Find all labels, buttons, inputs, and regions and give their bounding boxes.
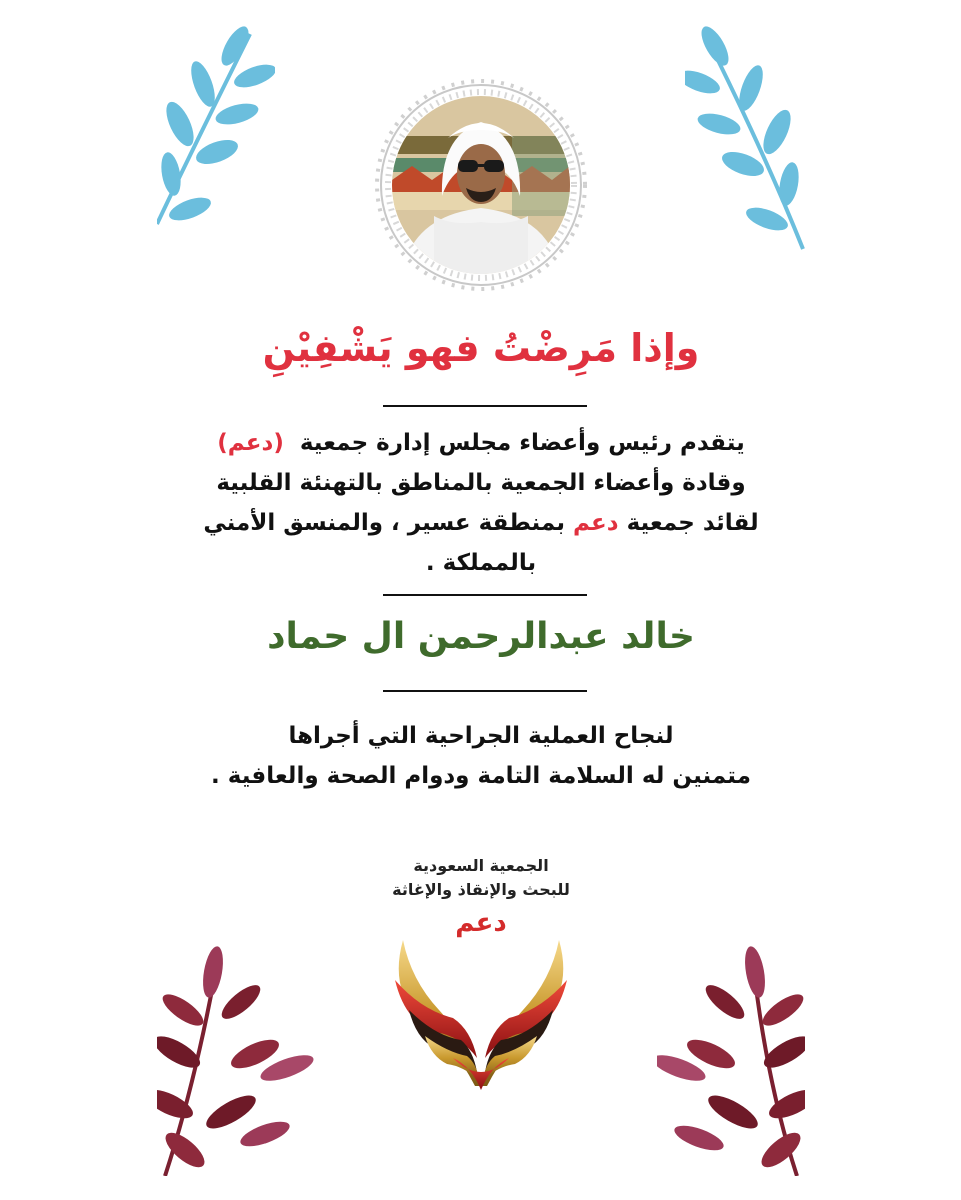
burgundy-leaf-branch-bottom-right (657, 944, 805, 1176)
honoree-photo (392, 96, 570, 274)
intro-line-1-text: يتقدم رئيس وأعضاء مجلس إدارة جمعية (299, 430, 745, 456)
greeting-card (157, 24, 805, 1176)
divider-3 (383, 690, 587, 692)
portrait-frame (372, 76, 590, 294)
closing-line-2: متمنين له السلامة التامة ودوام الصحة والعافية . (211, 763, 751, 789)
closing-line-1: لنجاح العملية الجراحية التي أجراها (288, 723, 674, 749)
burgundy-leaf-branch-bottom-left (157, 944, 315, 1176)
organization-name-line-2: للبحث والإنقاذ والإغاثة (392, 880, 570, 899)
intro-line-1 (197, 423, 765, 463)
organization-name-line-1: الجمعية السعودية (413, 856, 549, 875)
intro-line-3 (197, 503, 765, 543)
association-brand-inline: دعم (572, 510, 619, 536)
closing-paragraph (197, 716, 765, 796)
blue-leaf-branch-top-right (685, 24, 805, 254)
organization-name (381, 854, 581, 902)
intro-line-2: وقادة وأعضاء الجمعية بالمناطق بالتهنئة القلبية (216, 470, 746, 496)
organization-wings-emblem (391, 940, 571, 1090)
organization-short-name: دعم (455, 908, 507, 938)
intro-line-3-post: بمنطقة عسير ، والمنسق الأمني (203, 510, 565, 536)
honoree-name: خالد عبدالرحمن ال حماد (267, 616, 695, 657)
card-title-verse: وإذا مَرِضْتُ فهو يَشْفِيْنِ (262, 326, 700, 370)
association-abbr-inline: (دعم) (217, 430, 284, 456)
intro-line-3-pre: لقائد جمعية (626, 510, 759, 536)
divider-2 (383, 594, 587, 596)
intro-paragraph (197, 423, 765, 583)
intro-line-4: بالمملكة . (425, 550, 537, 576)
divider-1 (383, 405, 587, 407)
blue-leaf-branch-top-left (157, 24, 275, 234)
